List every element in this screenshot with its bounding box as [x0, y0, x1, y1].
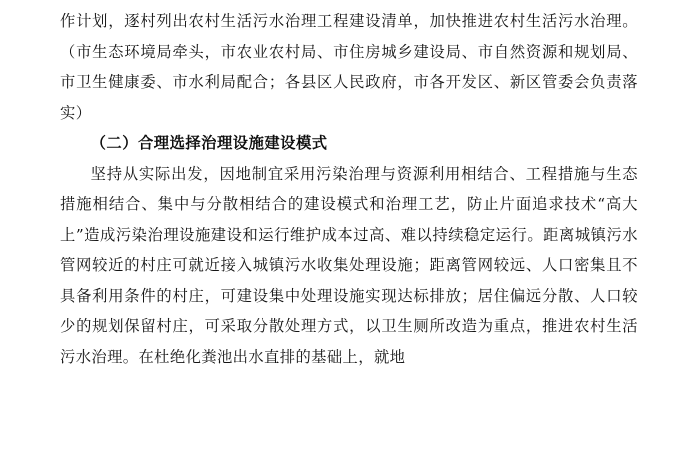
document-body [60, 6, 638, 372]
section-heading: （二）合理选择治理设施建设模式 [90, 134, 328, 152]
paragraph-continuation: 作计划，逐村列出农村生活污水治理工程建设清单，加快推进农村生活污水治理。（市生态环境局牵头，市农业农村局、市住房城乡建设局、市自然资源和规划局、市卫生健康委、市水利局配合；各县区人民政府，市各开发区、新区管委会负责落实） [60, 12, 638, 122]
paragraph-body: 坚持从实际出发，因地制宜采用污染治理与资源利用相结合、工程措施与生态措施相结合、集中与分散相结合的建设模式和治理工艺，防止片面追求技术“高大上”造成污染治理设施建设和运行维护成本过高、难以持续稳定运行。距离城镇污水管网较近的村庄可就近接入城镇污水收集处理设施；距离管网较远、人口密集且不具备利用条件的村庄，可建设集中处理设施实现达标排放；居住偏远分散、人口较少的规划保留村庄，可采取分散处理方式，以卫生厕所改造为重点，推进农村生活污水治理。在杜绝化粪池出水直排的基础上，就地 [60, 164, 638, 366]
